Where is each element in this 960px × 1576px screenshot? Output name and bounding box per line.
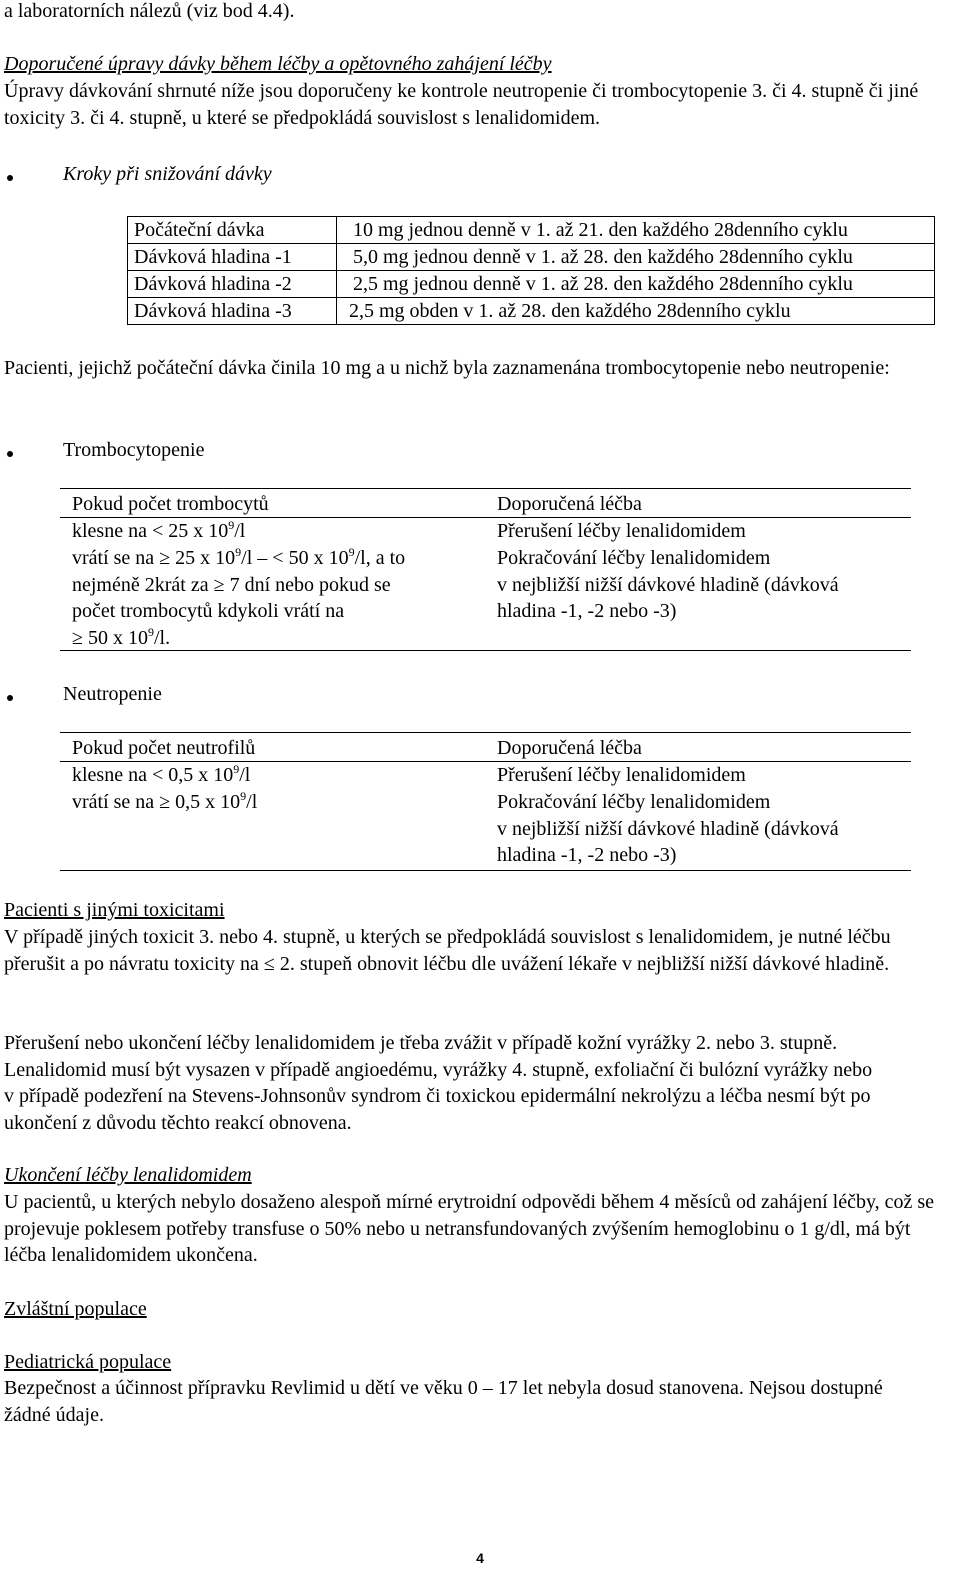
dose-level-cell: Dávková hladina -2 <box>128 271 337 298</box>
neutropenia-heading: Neutropenie <box>63 683 162 705</box>
thrombocytopenia-heading: Trombocytopenie <box>63 439 205 461</box>
special-populations-heading: Zvláštní populace <box>4 1298 147 1320</box>
col-header-treatment: Doporučená léčba <box>497 737 642 759</box>
col-header-condition: Pokud počet trombocytů <box>72 493 269 515</box>
discontinuation-heading: Ukončení léčby lenalidomidem <box>4 1164 252 1186</box>
table-row <box>128 298 935 325</box>
dose-cell: 10 mg jednou denně v 1. až 21. den každého 28denního cyklu <box>337 217 935 244</box>
treatment-cell: Přerušení léčby lenalidomidem <box>497 764 746 786</box>
dose-cell: 2,5 mg obden v 1. až 28. den každého 28denního cyklu <box>337 298 935 325</box>
patients-intro: Pacienti, jejichž počáteční dávka činila 10 mg a u nichž byla zaznamenána trombocytopenie nebo neutropenie: <box>4 357 890 379</box>
thrombocytopenia-table <box>60 488 911 651</box>
table-row <box>128 244 935 271</box>
treatment-cell: Pokračování léčby lenalidomidem v nejbližší nižší dávkové hladině (dávková hladina -1, -2 nebo -3) <box>497 547 839 622</box>
dose-adjustment-heading: Doporučené úpravy dávky během léčby a opětovného zahájení léčby <box>4 53 552 75</box>
other-toxicities-text: V případě jiných toxicit 3. nebo 4. stupně, u kterých se předpokládá souvislost s lenalidomidem, je nutné léčbu přerušit a po návratu toxicity na ≤ 2. stupeň obnovit léčbu dle uvážení lékaře v nejbližší nižší dávkové hladině. <box>4 926 891 975</box>
dose-level-cell: Dávková hladina -3 <box>128 298 337 325</box>
bullet-icon <box>7 175 13 181</box>
dose-level-cell: Počáteční dávka <box>128 217 337 244</box>
dose-reduction-table <box>127 216 935 325</box>
bullet-icon <box>7 695 13 701</box>
bullet-icon <box>7 451 13 457</box>
treatment-cell: Přerušení léčby lenalidomidem <box>497 520 746 542</box>
page-number: 4 <box>476 1550 484 1566</box>
pediatric-heading: Pediatrická populace <box>4 1351 172 1373</box>
top-line: a laboratorních nálezů (viz bod 4.4). <box>4 0 295 22</box>
other-toxicities-heading: Pacienti s jinými toxicitami <box>4 899 225 921</box>
dose-adjustment-text: Úpravy dávkování shrnuté níže jsou doporučeny ke kontrole neutropenie či trombocytopenie 3. či 4. stupně či jiné toxicity 3. či 4. stupně, u které se předpokládá souvislost s lenalidomidem. <box>4 80 919 129</box>
condition-cell: klesne na < 0,5 x $10^9/l$ <box>72 762 251 786</box>
interruption-text: Přerušení nebo ukončení léčby lenalidomidem je třeba zvážit v případě kožní vyrážky 2. nebo 3. stupně. Lenalidomid musí být vysazen v případě angioedému, vyrážky 4. stupně, exfoliační či bulózní vyrážky nebo v případě podezření na Stevens-Johnsonův syndrom či toxickou epidermální nekrolýzu a léčba nesmí být po ukončení z důvodu těchto reakcí obnovena. <box>4 1032 873 1134</box>
neutropenia-table <box>60 732 911 871</box>
dose-cell: 2,5 mg jednou denně v 1. až 28. den každého 28denního cyklu <box>337 271 935 298</box>
dose-cell: 5,0 mg jednou denně v 1. až 28. den každého 28denního cyklu <box>337 244 935 271</box>
dose-steps-heading: Kroky při snižování dávky <box>63 163 272 185</box>
discontinuation-text: U pacientů, u kterých nebylo dosaženo alespoň mírné erytroidní odpovědi během 4 měsíců od zahájení léčby, což se projevuje poklesem potřeby transfuse o 50% nebo u netransfundovaných zvýšením hemoglobinu o 1 g/dl, má být léčba lenalidomidem ukončena. <box>4 1191 935 1266</box>
condition-cell: vrátí se na ≥ 0,5 x $10^9/l$ <box>72 789 258 813</box>
table-row <box>128 271 935 298</box>
treatment-cell: Pokračování léčby lenalidomidem v nejbližší nižší dávkové hladině (dávková hladina -1, -2 nebo -3) <box>497 791 839 866</box>
pediatric-text: Bezpečnost a účinnost přípravku Revlimid u dětí ve věku 0 – 17 let nebyla dosud stanovena. Nejsou dostupné žádné údaje. <box>4 1377 883 1426</box>
condition-cell: vrátí se na ≥ 25 x $10^9/l$ – < 50 x $10^9/l$, a to nejméně 2krát za ≥ 7 dní nebo pokud se počet trombocytů kdykoli vrátí na ≥ 50 x $10^9/l$. <box>72 545 406 649</box>
table-row <box>128 217 935 244</box>
dose-level-cell: Dávková hladina -1 <box>128 244 337 271</box>
col-header-treatment: Doporučená léčba <box>497 493 642 515</box>
condition-cell: klesne na < 25 x $10^9/l$ <box>72 518 246 542</box>
col-header-condition: Pokud počet neutrofilů <box>72 737 256 759</box>
